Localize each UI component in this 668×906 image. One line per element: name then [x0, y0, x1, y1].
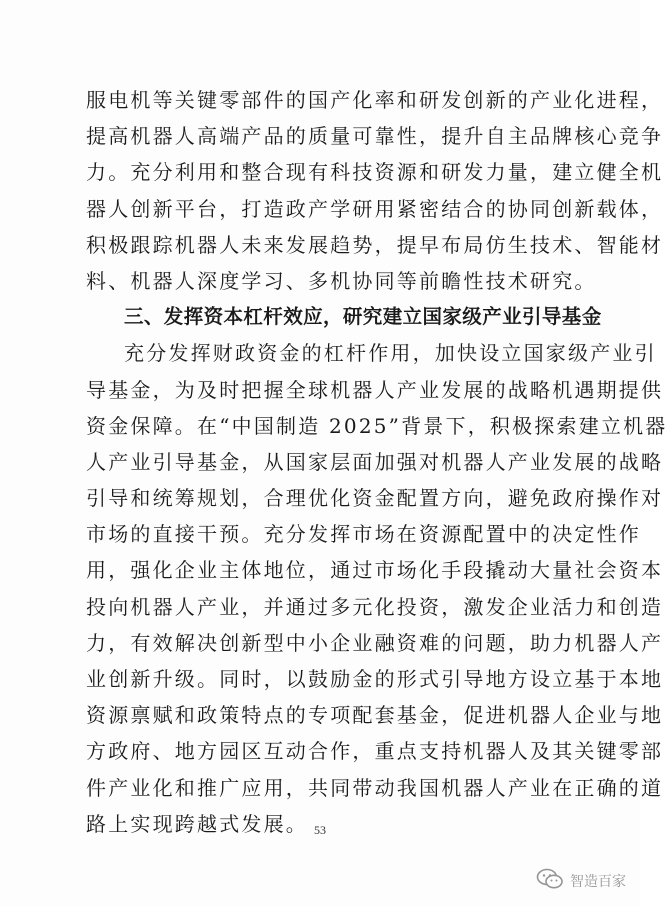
watermark: [536, 868, 626, 894]
wechat-icon: [536, 868, 564, 894]
body-line: 器人创新平台，打造政产学研用紧密结合的协同创新载体，: [86, 196, 664, 221]
body-line: 引导和统筹规划，合理优化资金配置方向，避免政府操作对: [86, 486, 664, 511]
body-line: 资源禀赋和政策特点的专项配套基金，促进机器人企业与地: [86, 703, 664, 728]
body-line: 方政府、地方园区互动合作，重点支持机器人及其关键零部: [86, 739, 664, 764]
body-line: 投向机器人产业，并通过多元化投资，激发企业活力和创造: [86, 594, 664, 619]
body-line: 市场的直接干预。充分发挥市场在资源配置中的决定性作: [86, 522, 641, 547]
body-line: 力。充分利用和整合现有科技资源和研发力量，建立健全机: [86, 160, 664, 185]
watermark-text: 智造百家: [570, 874, 626, 890]
body-line: 料、机器人深度学习、多机协同等前瞻性技术研究。: [86, 268, 597, 293]
section-heading: 三、发挥资本杠杆效应，研究建立国家级产业引导基金: [124, 305, 602, 329]
body-line: 件产业化和推广应用，共同带动我国机器人产业在正确的道: [86, 775, 664, 800]
body-line: 提高机器人高端产品的质量可靠性，提升自主品牌核心竞争: [86, 124, 664, 149]
body-line: 路上实现跨越式发展。: [86, 811, 308, 836]
body-line: 业创新升级。同时，以鼓励金的形式引导地方设立基于本地: [86, 667, 664, 691]
body-line: 服电机等关键零部件的国产化率和研发创新的产业化进程，: [86, 88, 664, 112]
body-line: 导基金，为及时把握全球机器人产业发展的战略机遇期提供: [86, 377, 664, 402]
body-line: 人产业引导基金，从国家层面加强对机器人产业发展的战略: [86, 449, 664, 474]
body-line: 充分发挥财政资金的杠杆作用，加快设立国家级产业引: [124, 341, 657, 366]
document-body: [86, 82, 668, 842]
body-line: 积极跟踪机器人未来发展趋势，提早布局仿生技术、智能材: [86, 232, 664, 257]
body-line: 用，强化企业主体地位，通过市场化手段撬动大量社会资本: [86, 558, 664, 583]
body-line: 资金保障。在“中国制造 2025”背景下，积极探索建立机器: [86, 413, 668, 438]
page-number: 53: [314, 823, 326, 837]
body-line: 力，有效解决创新型中小企业融资难的问题，助力机器人产: [86, 630, 664, 655]
